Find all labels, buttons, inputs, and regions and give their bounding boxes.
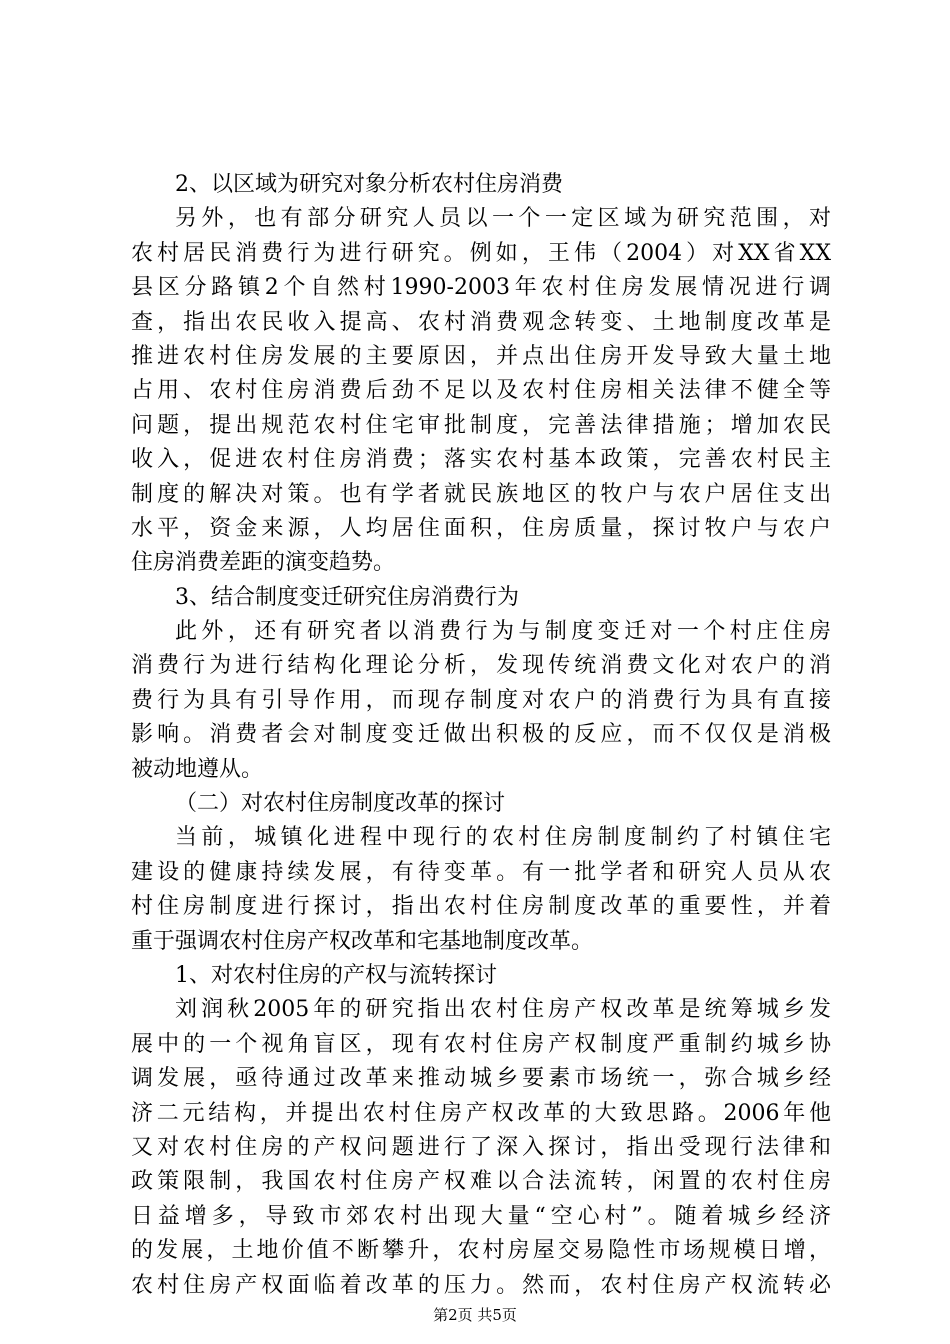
text-line: 推进农村住房发展的主要原因，并点出住房开发导致大量土地 [131,343,831,369]
text-line: 县区分路镇2个自然村1990-2003年农村住房发展情况进行调 [131,275,831,301]
text-line: 农村住房产权面临着改革的压力。然而，农村住房产权流转必 [131,1272,831,1298]
text-line: 建设的健康持续发展，有待变革。有一批学者和研究人员从农 [131,859,831,885]
text-line: 村住房制度进行探讨，指出农村住房制度改革的重要性，并着 [131,894,831,920]
text-line: 1、对农村住房的产权与流转探讨 [175,962,497,988]
text-line: 查，指出农民收入提高、农村消费观念转变、土地制度改革是 [131,309,831,335]
text-line: 另外，也有部分研究人员以一个一定区域为研究范围，对 [175,206,831,232]
text-line: （二）对农村住房制度改革的探讨 [175,791,506,817]
text-line: 的发展，土地价值不断攀升，农村房屋交易隐性市场规模日增， [131,1238,831,1264]
text-line: 展中的一个视角盲区，现有农村住房产权制度严重制约城乡协 [131,1031,831,1057]
text-line: 2、以区域为研究对象分析农村住房消费 [175,172,563,197]
text-line: 费行为具有引导作用，而现存制度对农户的消费行为具有直接 [131,687,831,713]
text-line: 消费行为进行结构化理论分析，发现传统消费文化对农户的消 [131,653,831,679]
text-line: 重于强调农村住房产权改革和宅基地制度改革。 [131,928,594,954]
text-line: 被动地遵从。 [131,756,264,782]
text-line: 调发展，亟待通过改革来推动城乡要素市场统一，弥合城乡经 [131,1066,831,1092]
document-body [131,168,831,1303]
text-line: 影响。消费者会对制度变迁做出积极的反应，而不仅仅是消极 [131,722,831,748]
text-line: 问题，提出规范农村住宅审批制度，完善法律措施；增加农民 [131,412,831,438]
text-line: 住房消费差距的演变趋势。 [131,550,396,576]
text-line: 收入，促进农村住房消费；落实农村基本政策，完善农村民主 [131,447,831,473]
text-line: 占用、农村住房消费后劲不足以及农村住房相关法律不健全等 [131,378,831,404]
text-line: 又对农村住房的产权问题进行了深入探讨，指出受现行法律和 [131,1134,831,1160]
text-line: 刘润秋2005年的研究指出农村住房产权改革是统筹城乡发 [175,997,831,1023]
text-line: 济二元结构，并提出农村住房产权改革的大致思路。2006年他 [131,1100,831,1126]
text-line: 农村居民消费行为进行研究。例如，王伟（2004）对XX省XX [131,240,831,266]
text-line: 日益增多，导致市郊农村出现大量“空心村”。随着城乡经济 [131,1203,831,1229]
text-line: 当前，城镇化进程中现行的农村住房制度制约了村镇住宅 [175,825,831,851]
text-line: 政策限制，我国农村住房产权难以合法流转，闲置的农村住房 [131,1169,831,1195]
page-footer: 第2页 共5页 [433,1306,517,1324]
text-line: 3、结合制度变迁研究住房消费行为 [175,584,519,610]
text-line: 此外，还有研究者以消费行为与制度变迁对一个村庄住房 [175,619,831,645]
text-line: 制度的解决对策。也有学者就民族地区的牧户与农户居住支出 [131,481,831,507]
text-line: 水平，资金来源，人均居住面积，住房质量，探讨牧户与农户 [131,515,831,541]
